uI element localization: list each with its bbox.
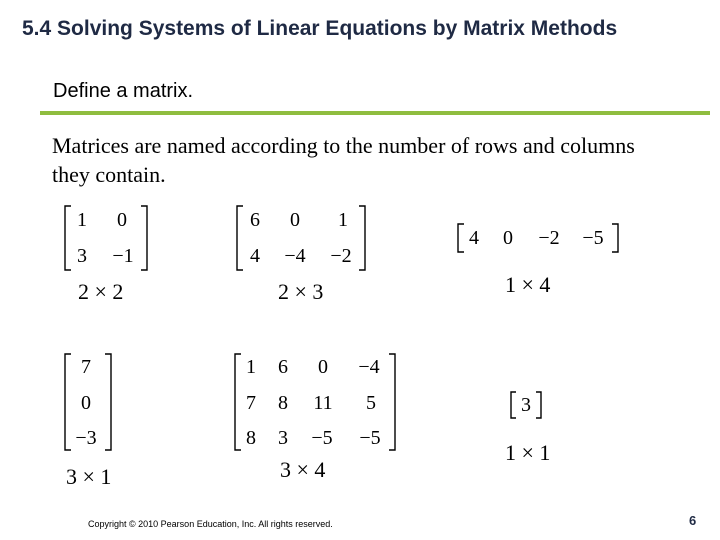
matrix-2x2 xyxy=(62,204,150,272)
matrix-cell: 0 xyxy=(290,209,300,231)
matrix-cell: 8 xyxy=(246,427,256,449)
divider-rule xyxy=(40,111,710,115)
matrix-dimension-label: 3 × 4 xyxy=(280,457,326,482)
matrix-cell: 4 xyxy=(250,245,260,267)
matrix-cell: 0 xyxy=(503,227,513,249)
slide-title: 5.4 Solving Systems of Linear Equations by Matrix Methods xyxy=(22,17,618,40)
matrix-cell: −5 xyxy=(582,227,604,249)
body-paragraph: Matrices are named according to the number of rows and columns they contain. xyxy=(52,133,635,187)
matrix-dimension-label: 1 × 4 xyxy=(505,272,551,297)
matrix-cell: 11 xyxy=(313,392,333,414)
matrix-cell: −3 xyxy=(75,427,97,449)
matrix-cell: 6 xyxy=(250,209,260,231)
matrix-cell: 1 xyxy=(338,209,348,231)
matrix-dimension-label: 2 × 3 xyxy=(278,279,324,304)
matrix-cell: 0 xyxy=(81,392,91,414)
matrix-cell: 8 xyxy=(278,392,288,414)
matrix-cell: −2 xyxy=(330,245,352,267)
matrix-3x4 xyxy=(232,352,398,452)
copyright-footer: Copyright © 2010 Pearson Education, Inc. All rights reserved. xyxy=(88,519,333,529)
matrix-cell: 1 xyxy=(246,356,256,378)
matrix-cell: 6 xyxy=(278,356,288,378)
matrix-1x4 xyxy=(455,222,621,254)
matrix-cell: −4 xyxy=(284,245,306,267)
matrix-cell: 3 xyxy=(521,394,531,416)
matrix-cell: 0 xyxy=(318,356,328,378)
matrix-cell: 0 xyxy=(117,209,127,231)
matrix-3x1 xyxy=(62,352,114,452)
slide-subtitle: Define a matrix. xyxy=(53,80,194,102)
matrix-cell: −2 xyxy=(538,227,560,249)
matrix-dimension-label: 3 × 1 xyxy=(66,464,112,489)
matrix-cell: −4 xyxy=(358,356,380,378)
matrix-cell: 1 xyxy=(77,209,87,231)
matrix-cell: −5 xyxy=(311,427,333,449)
matrix-cell: 7 xyxy=(81,356,91,378)
matrix-dimension-label: 1 × 1 xyxy=(505,440,551,465)
matrix-1x1 xyxy=(508,390,544,420)
matrix-dimension-label: 2 × 2 xyxy=(78,279,124,304)
page-number: 6 xyxy=(689,513,697,528)
matrix-cell: 3 xyxy=(278,427,288,449)
matrix-cell: 5 xyxy=(366,392,376,414)
matrix-2x3 xyxy=(234,204,368,272)
matrix-cell: −5 xyxy=(359,427,381,449)
matrix-cell: 3 xyxy=(77,245,87,267)
matrix-cell: −1 xyxy=(112,245,134,267)
matrix-cell: 7 xyxy=(246,392,256,414)
matrix-cell: 4 xyxy=(469,227,479,249)
